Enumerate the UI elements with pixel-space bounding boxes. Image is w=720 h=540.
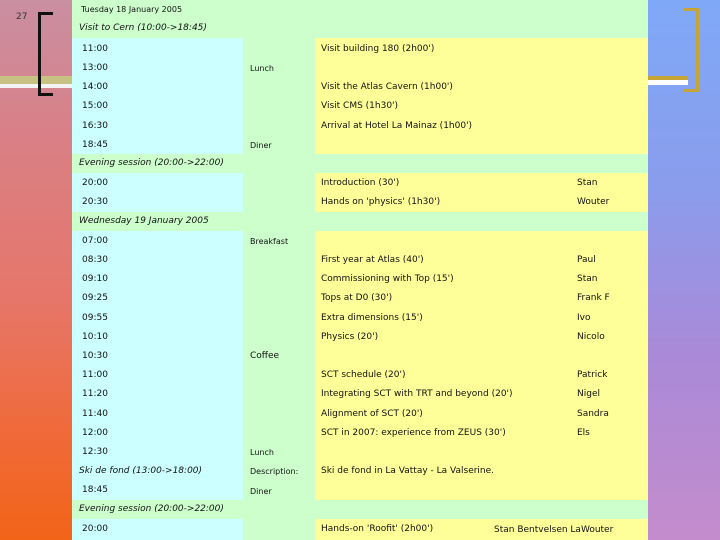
row-time: 18:45	[82, 140, 108, 150]
row-description-label: Description:	[250, 467, 299, 476]
row-time: 14:00	[82, 82, 108, 92]
row-time: 12:00	[82, 428, 108, 438]
row-event: Extra dimensions (15')	[321, 313, 423, 323]
left-bracket-ornament	[38, 12, 53, 96]
row-speaker: Sandra	[577, 409, 609, 419]
row-event: First year at Atlas (40')	[321, 255, 424, 265]
date-header	[72, 0, 648, 19]
row-event: Ski de fond in La Vattay - La Valserine.	[321, 466, 495, 476]
row-meal: Breakfast	[250, 237, 289, 246]
row-time: 15:00	[82, 101, 108, 111]
section-title: Evening session (20:00->22:00)	[79, 158, 224, 168]
left-horizontal-rule-light	[0, 84, 72, 88]
row-time: 09:55	[82, 313, 108, 323]
row-meal: Lunch	[250, 64, 274, 73]
row-speaker: Ivo	[577, 313, 591, 323]
left-horizontal-rule	[0, 76, 72, 84]
row-event: Visit the Atlas Cavern (1h00')	[321, 82, 453, 92]
row-speaker: Els	[577, 428, 590, 438]
section-title: Wednesday 19 January 2005	[79, 216, 209, 226]
row-event: Arrival at Hotel La Mainaz (1h00')	[321, 121, 473, 131]
row-time: 20:00	[82, 524, 108, 534]
row-event: Introduction (30')	[321, 178, 400, 188]
section-evening-1	[72, 154, 648, 173]
row-event: Tops at D0 (30')	[321, 293, 393, 303]
row-meal: Coffee	[250, 351, 280, 361]
row-event: Integrating SCT with TRT and beyond (20')	[321, 389, 513, 399]
row-speaker: Patrick	[577, 370, 608, 380]
row-time: 11:20	[82, 389, 108, 399]
row-time: 09:25	[82, 293, 108, 303]
row-time: 16:30	[82, 121, 108, 131]
row-speaker: Nigel	[577, 389, 600, 399]
row-activity: Ski de fond (13:00->18:00)	[79, 466, 203, 476]
section-title: Evening session (20:00->22:00)	[79, 504, 224, 514]
slide-number: 27	[16, 12, 28, 22]
section-visit-cern	[72, 19, 648, 38]
row-speaker: Wouter	[577, 197, 610, 207]
row-time: 11:00	[82, 370, 108, 380]
row-time: 09:10	[82, 274, 108, 284]
row-event: SCT schedule (20')	[321, 370, 406, 380]
row-event: Alignment of SCT (20')	[321, 409, 423, 419]
row-meal: Lunch	[250, 448, 274, 457]
row-event: Hands-on 'Roofit' (2h00')	[321, 524, 434, 534]
meal-column	[243, 19, 315, 540]
row-speaker: Stan	[577, 178, 598, 188]
row-meal: Diner	[250, 487, 272, 496]
row-speaker: Stan	[577, 274, 598, 284]
row-time: 07:00	[82, 236, 108, 246]
footer-author: Stan Bentvelsen LaWouter	[494, 525, 614, 535]
row-time: 11:40	[82, 409, 108, 419]
row-time: 18:45	[82, 485, 108, 495]
section-wednesday	[72, 212, 648, 231]
row-event: Visit building 180 (2h00')	[321, 44, 435, 54]
right-bracket-ornament	[684, 8, 699, 92]
row-time: 13:00	[82, 63, 108, 73]
row-event: SCT in 2007: experience from ZEUS (30')	[321, 428, 506, 438]
row-event: Physics (20')	[321, 332, 379, 342]
row-meal: Diner	[250, 141, 272, 150]
row-speaker: Paul	[577, 255, 596, 265]
row-speaker: Nicolo	[577, 332, 605, 342]
row-time: 12:30	[82, 447, 108, 457]
row-time: 10:30	[82, 351, 108, 361]
row-time: 20:00	[82, 178, 108, 188]
section-evening-2	[72, 500, 648, 519]
row-time: 11:00	[82, 44, 108, 54]
row-speaker: Frank F	[577, 293, 610, 303]
row-event: Commissioning with Top (15')	[321, 274, 454, 284]
right-horizontal-rule-light	[648, 80, 688, 85]
section-title: Visit to Cern (10:00->18:45)	[79, 23, 207, 33]
date-header-text: Tuesday 18 January 2005	[81, 5, 183, 14]
row-event: Visit CMS (1h30')	[321, 101, 399, 111]
row-event: Hands on 'physics' (1h30')	[321, 197, 441, 207]
row-time: 10:10	[82, 332, 108, 342]
row-time: 08:30	[82, 255, 108, 265]
row-time: 20:30	[82, 197, 108, 207]
